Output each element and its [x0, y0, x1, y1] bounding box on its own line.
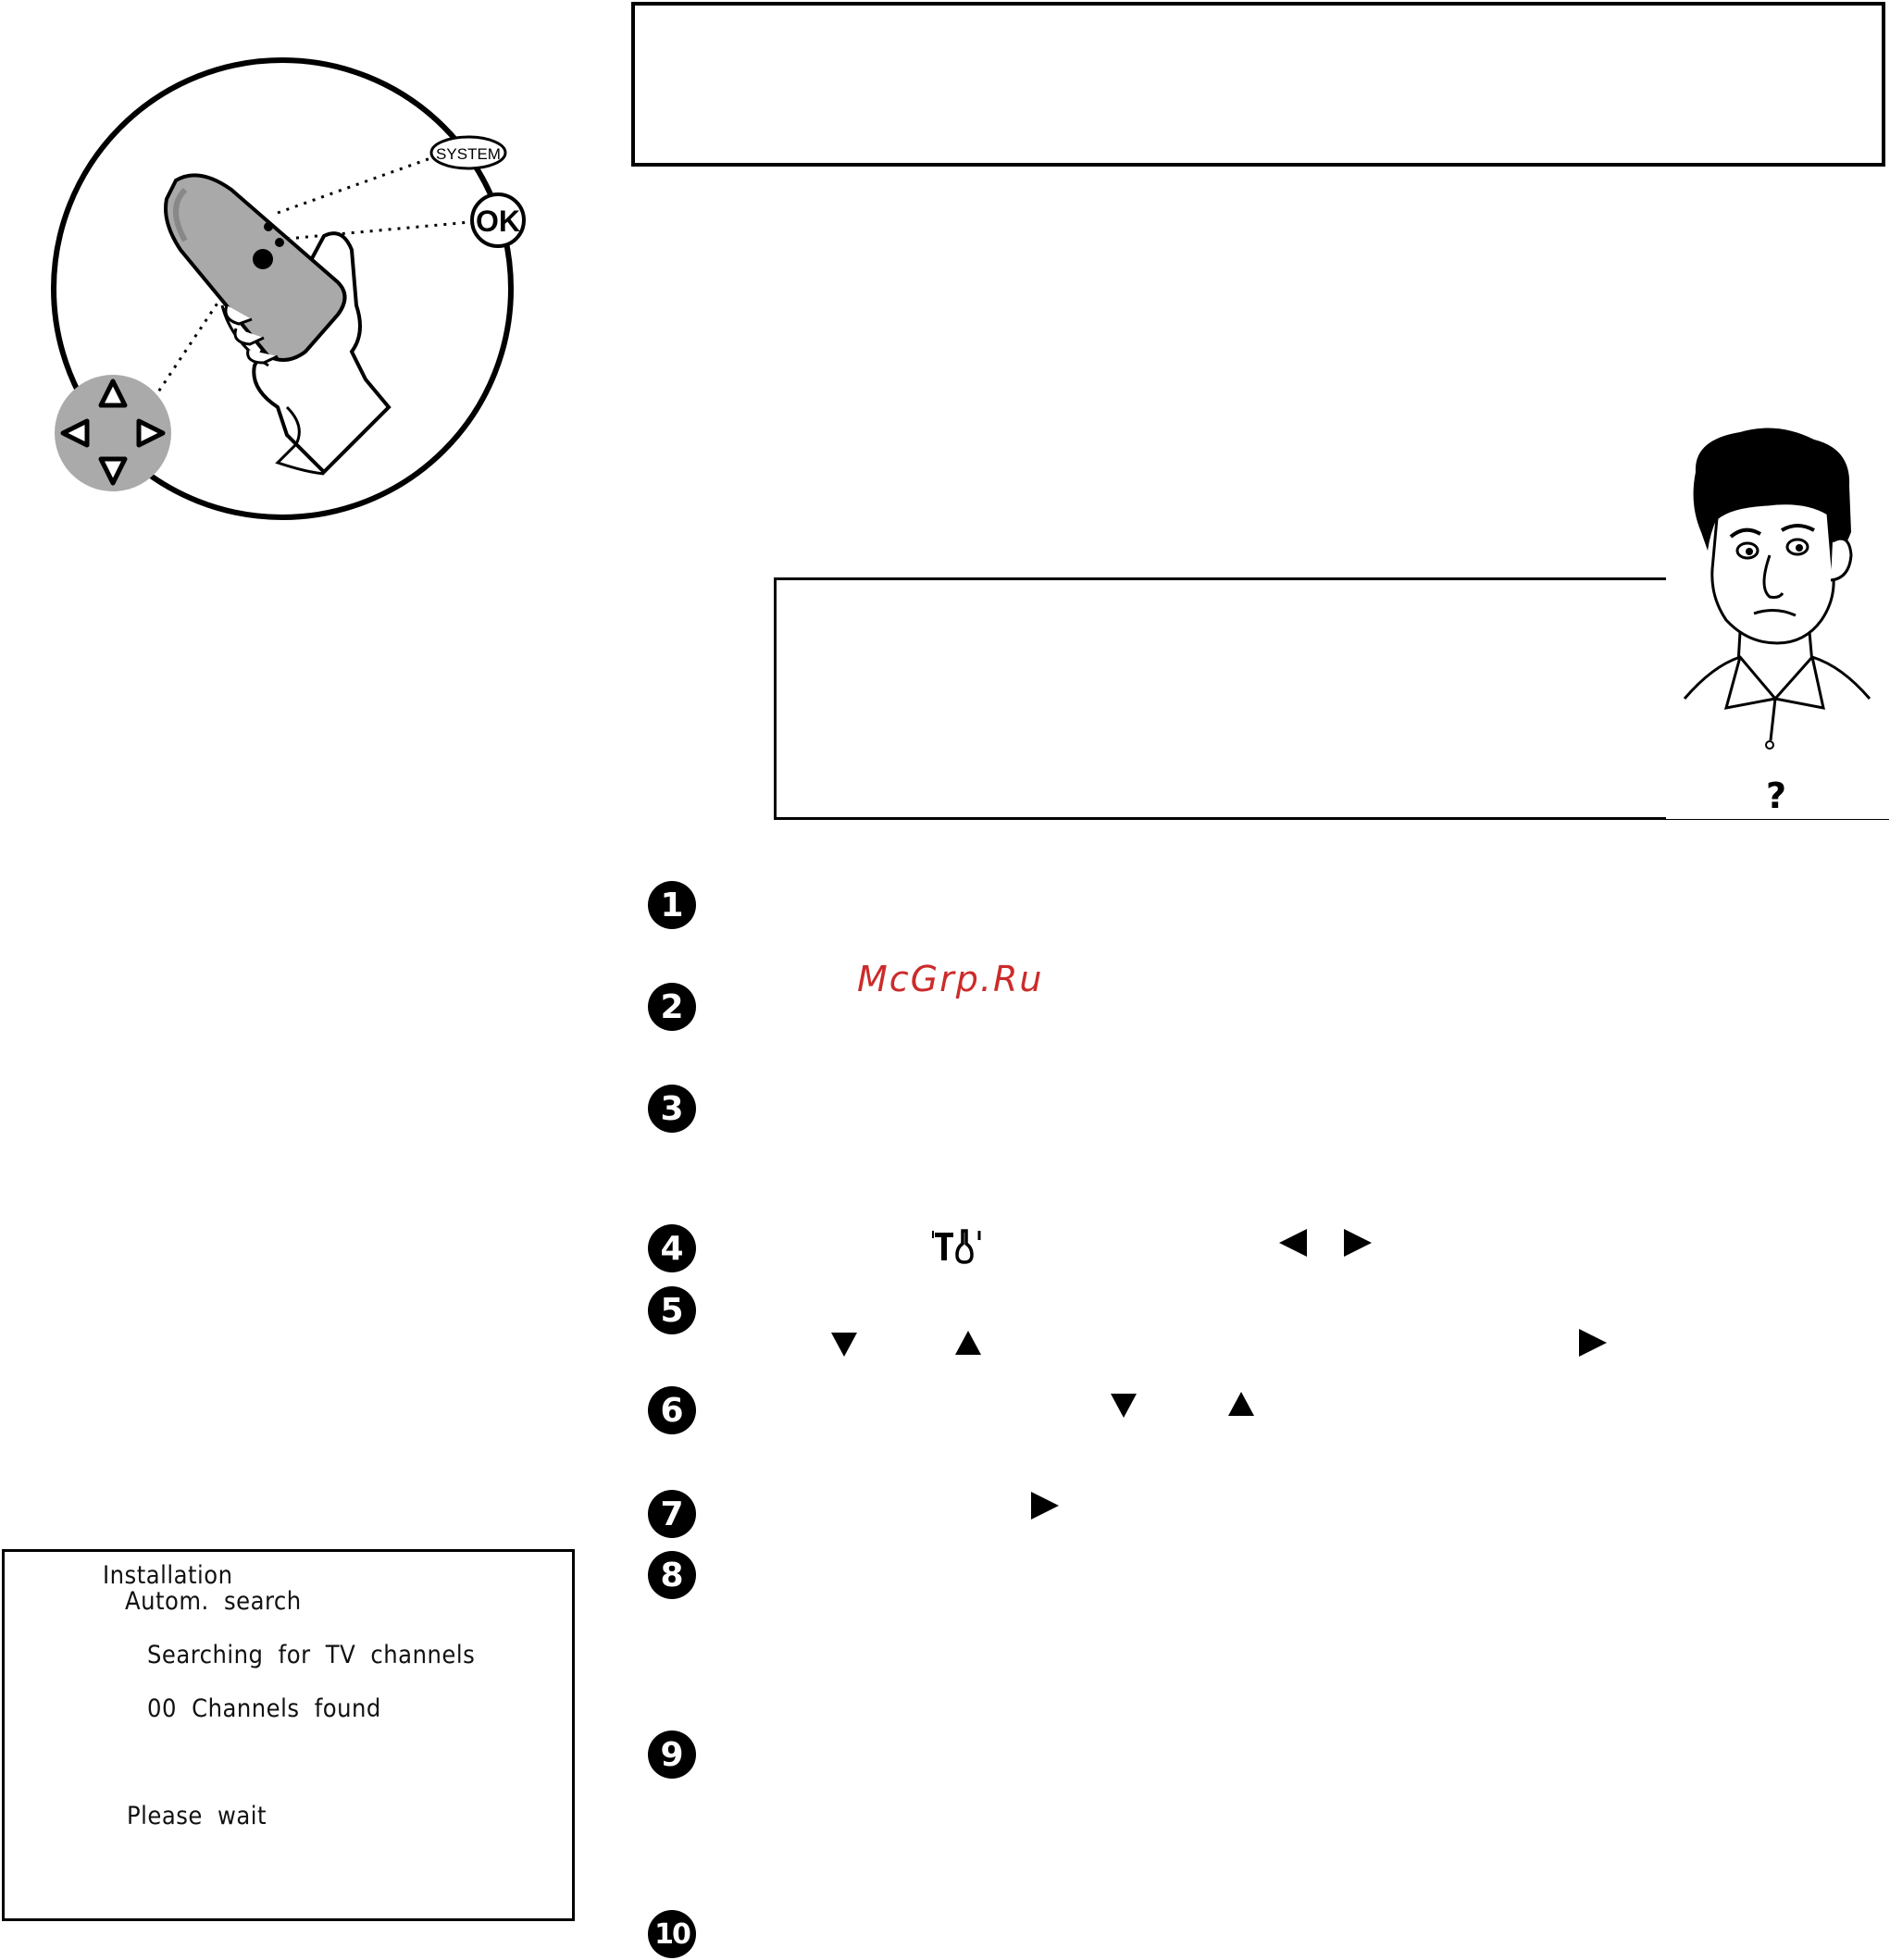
osd-subtitle: Autom. search	[125, 1587, 302, 1616]
step-number-4: 4	[648, 1224, 696, 1272]
installation-tools-icon	[931, 1227, 987, 1264]
ok-button-label: OK	[476, 205, 520, 238]
osd-count: 00 Channels found	[147, 1694, 381, 1723]
cartoon-man-illustration	[1666, 421, 1890, 819]
arrow-right-icon	[1579, 1329, 1607, 1357]
step-number-5: 5	[648, 1286, 696, 1334]
step-number-9: 9	[648, 1731, 696, 1779]
step-number-7: 7	[648, 1490, 696, 1538]
arrow-right-icon	[1031, 1492, 1059, 1520]
step-number-3: 3	[648, 1085, 696, 1133]
arrow-up-icon	[955, 1331, 981, 1355]
arrow-up-icon	[1228, 1392, 1254, 1416]
osd-wait: Please wait	[127, 1802, 267, 1830]
arrow-down-icon	[1111, 1394, 1137, 1418]
step-number-10: 10	[648, 1910, 696, 1958]
osd-title: Installation	[103, 1561, 233, 1590]
system-button-label: SYSTEM	[436, 145, 501, 163]
note-box	[631, 2, 1885, 167]
watermark: McGrp.Ru	[857, 959, 1044, 999]
step-number-1: 1	[648, 881, 696, 929]
step-number-8: 8	[648, 1551, 696, 1599]
arrow-left-icon	[1279, 1229, 1307, 1257]
osd-status: Searching for TV channels	[147, 1641, 476, 1669]
step-number-2: 2	[648, 983, 696, 1031]
arrow-right-icon	[1344, 1229, 1372, 1257]
question-mark: ?	[1766, 775, 1787, 816]
remote-control-illustration	[0, 0, 592, 555]
step-number-6: 6	[648, 1386, 696, 1434]
arrow-down-icon	[831, 1333, 857, 1357]
osd-screen	[2, 1549, 575, 1921]
